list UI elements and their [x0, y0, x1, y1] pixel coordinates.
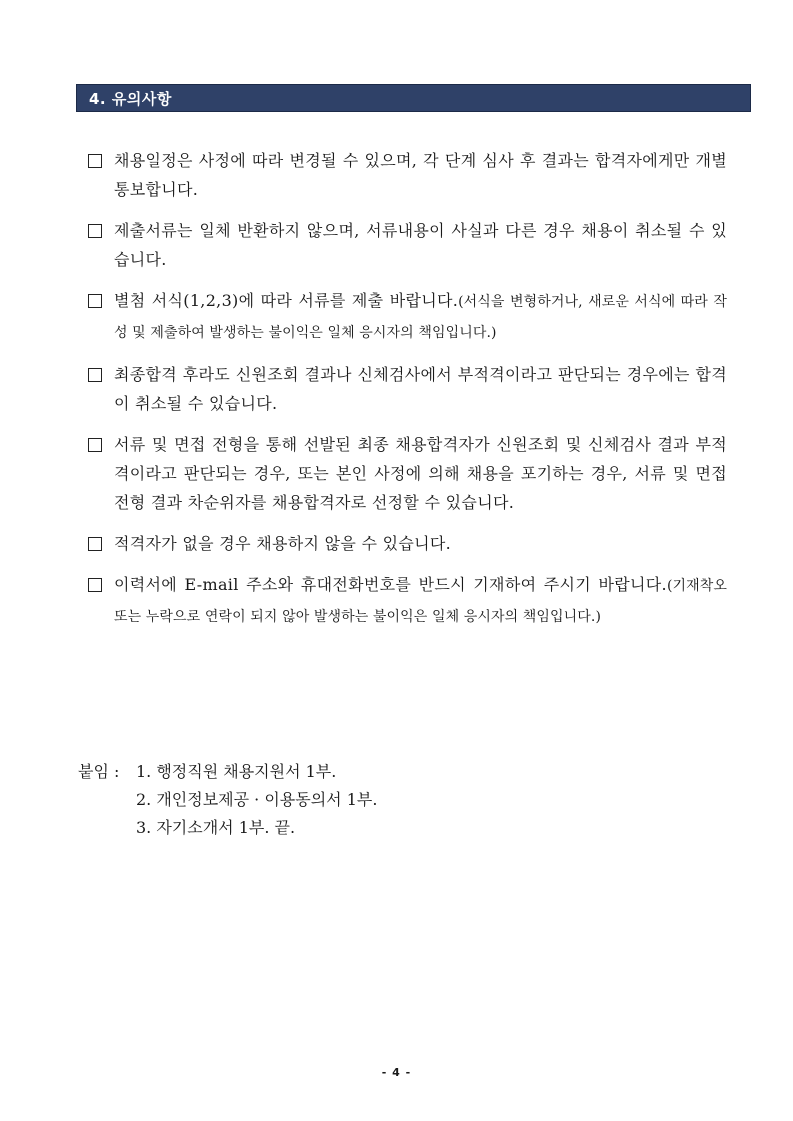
notice-text: 최종합격 후라도 신원조회 결과나 신체검사에서 부적격이라고 판단되는 경우에는 합격이 취소될 수 있습니다. [114, 365, 727, 413]
notice-text: 별첨 서식(1,2,3)에 따라 서류를 제출 바랍니다.(서식을 변형하거나, 새로운 서식에 따라 작성 및 제출하여 발생하는 불이익은 일체 응시자의 책임입니다.) [114, 291, 727, 341]
notice-item [87, 146, 727, 204]
notice-list [87, 146, 727, 644]
attachment-item: 1. 행정직원 채용지원서 1부. [136, 762, 337, 781]
notice-item [87, 360, 727, 418]
notice-item [87, 286, 727, 348]
notice-item [87, 216, 727, 274]
attachment-label: 붙임 : [78, 762, 120, 781]
section-title: 4. 유의사항 [89, 89, 172, 108]
checkbox-icon [88, 294, 102, 308]
checkbox-icon [88, 224, 102, 238]
attachments [78, 758, 377, 842]
notice-text: 채용일정은 사정에 따라 변경될 수 있으며, 각 단계 심사 후 결과는 합격자에게만 개별 통보합니다. [114, 151, 727, 199]
notice-note: (기재착오 또는 누락으로 연락이 되지 않아 발생하는 불이익은 일체 응시자의 책임입니다.) [114, 578, 727, 625]
notice-item [87, 430, 727, 517]
page-number: - 4 - [381, 1066, 412, 1079]
checkbox-icon [88, 368, 102, 382]
attachment-item: 3. 자기소개서 1부. 끝. [136, 818, 296, 837]
notice-text: 이력서에 E-mail 주소와 휴대전화번호를 반드시 기재하여 주시기 바랍니다.(기재착오 또는 누락으로 연락이 되지 않아 발생하는 불이익은 일체 응시자의 책임입니다.) [114, 575, 727, 625]
notice-item [87, 570, 727, 632]
attachment-row [78, 758, 377, 786]
notice-text: 적격자가 없을 경우 채용하지 않을 수 있습니다. [114, 534, 452, 553]
notice-text: 제출서류는 일체 반환하지 않으며, 서류내용이 사실과 다른 경우 채용이 취소될 수 있습니다. [114, 221, 727, 269]
notice-item [87, 529, 727, 558]
section-header [76, 84, 751, 112]
attachment-row [78, 786, 377, 814]
checkbox-icon [88, 438, 102, 452]
checkbox-icon [88, 537, 102, 551]
notice-text: 서류 및 면접 전형을 통해 선발된 최종 채용합격자가 신원조회 및 신체검사 결과 부적격이라고 판단되는 경우, 또는 본인 사정에 의해 채용을 포기하는 경우, 서류 및 면접 전형 결과 차순위자를 채용합격자로 선정할 수 있습니다. [114, 435, 727, 512]
checkbox-icon [88, 578, 102, 592]
checkbox-icon [88, 154, 102, 168]
attachment-row [78, 814, 377, 842]
notice-note: (서식을 변형하거나, 새로운 서식에 따라 작성 및 제출하여 발생하는 불이익은 일체 응시자의 책임입니다.) [114, 294, 727, 341]
attachment-item: 2. 개인정보제공 · 이용동의서 1부. [136, 790, 378, 809]
